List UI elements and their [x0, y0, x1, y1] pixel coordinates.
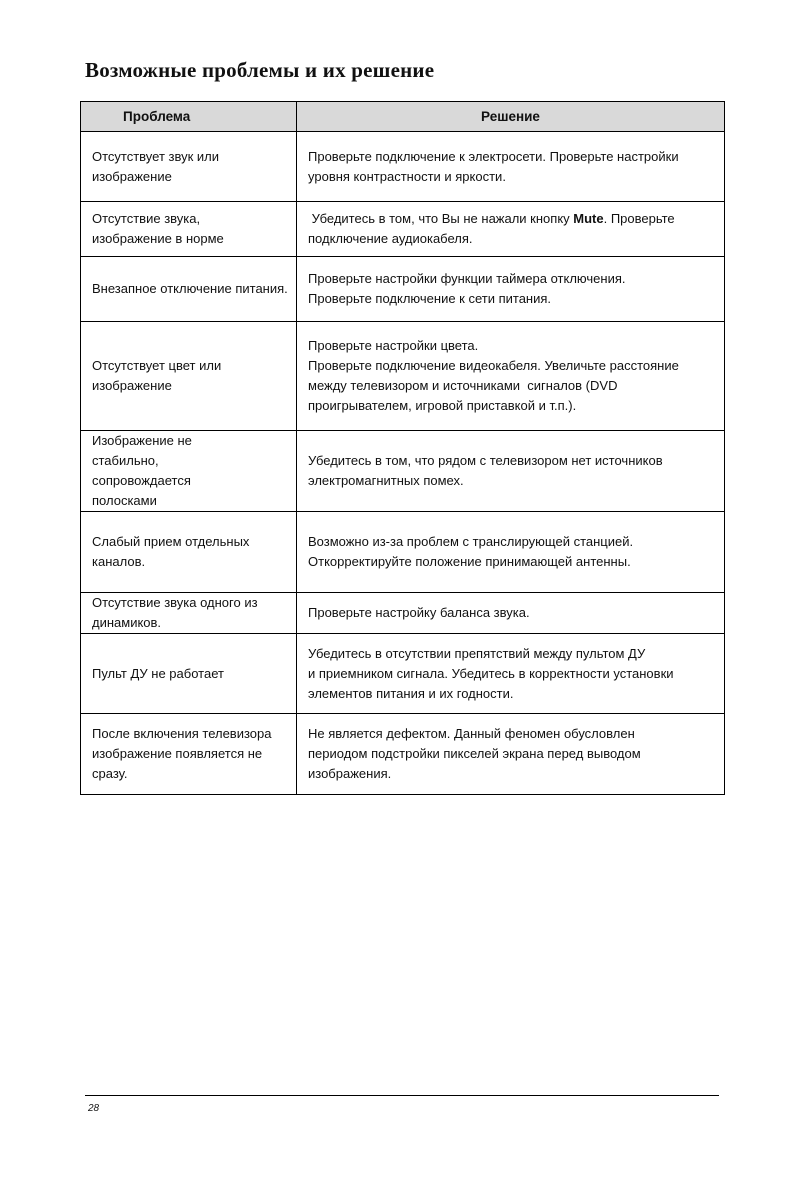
problem-cell — [81, 132, 297, 202]
solution-cell — [297, 593, 725, 634]
problem-line: каналов. — [92, 554, 146, 569]
solution-line: подключение аудиокабеля. — [308, 231, 473, 246]
problem-line: сопровождается — [92, 473, 191, 488]
solution-line: Проверьте настройки функции таймера отключения. — [308, 271, 626, 286]
solution-cell — [297, 322, 725, 431]
solution-line: Убедитесь в том, что рядом с телевизором нет источников — [308, 453, 663, 468]
solution-line: Проверьте подключение видеокабеля. Увеличьте расстояние — [308, 358, 679, 373]
solution-line: между телевизором и источниками сигналов (DVD — [308, 378, 618, 393]
header-problem: Проблема — [81, 102, 297, 132]
solution-cell — [297, 634, 725, 714]
problem-line: сразу. — [92, 766, 128, 781]
table-row — [81, 714, 725, 795]
table-row — [81, 132, 725, 202]
problem-line: Отсутствие звука, — [92, 211, 201, 226]
problem-line: Отсутствие звука одного из — [92, 595, 258, 610]
problem-line: динамиков. — [92, 615, 162, 630]
problem-cell — [81, 257, 297, 322]
solution-line: изображения. — [308, 766, 392, 781]
solution-line: проигрывателем, игровой приставкой и т.п.). — [308, 398, 577, 413]
problem-line: изображение — [92, 168, 172, 184]
solution-line: Проверьте подключение к сети питания. — [308, 291, 552, 306]
table-row — [81, 202, 725, 257]
page-title: Возможные проблемы и их решение — [85, 58, 435, 82]
problem-cell — [81, 593, 297, 634]
problem-line: стабильно, — [92, 453, 159, 468]
solution-cell — [297, 512, 725, 593]
solution-line: Не является дефектом. Данный феномен обусловлен — [308, 726, 635, 741]
problem-line: Отсутствует звук или — [92, 148, 220, 164]
problem-line: Отсутствует цвет или — [92, 358, 222, 373]
table-row — [81, 431, 725, 512]
footer-divider — [85, 1095, 719, 1096]
solution-line: Проверьте подключение к электросети. Проверьте настройки — [308, 148, 679, 164]
solution-text: . Проверьте — [603, 211, 675, 226]
problem-cell — [81, 512, 297, 593]
problem-cell — [81, 634, 297, 714]
solution-line: Откорректируйте положение принимающей антенны. — [308, 554, 631, 569]
solution-cell — [297, 714, 725, 795]
solution-cell — [297, 202, 725, 257]
table-row — [81, 512, 725, 593]
solution-cell — [297, 132, 725, 202]
solution-line: Убедитесь в отсутствии препятствий между пультом ДУ — [308, 645, 646, 661]
table-row — [81, 322, 725, 431]
solution-line: Проверьте настройку баланса звука. — [308, 605, 530, 620]
problem-line: Слабый прием отдельных — [92, 534, 250, 549]
solution-line: и приемником сигнала. Убедитесь в корректности установки — [308, 665, 674, 681]
table-row — [81, 593, 725, 634]
problem-line: изображение в норме — [92, 231, 224, 246]
solution-line: электромагнитных помех. — [308, 473, 464, 488]
solution-line: элементов питания и их годности. — [308, 685, 514, 701]
troubleshooting-table — [80, 101, 725, 795]
problem-cell — [81, 202, 297, 257]
problem-line: изображение — [92, 378, 172, 393]
mute-keyword: Mute — [573, 211, 604, 226]
solution-line: уровня контрастности и яркости. — [308, 168, 506, 184]
solution-text: Убедитесь в том, что Вы не нажали кнопку — [308, 211, 574, 226]
solution-line: Проверьте настройки цвета. — [308, 338, 479, 353]
table-row — [81, 634, 725, 714]
solution-cell — [297, 431, 725, 512]
problem-cell — [81, 322, 297, 431]
problem-line: изображение появляется не — [92, 746, 263, 761]
problem-line: Внезапное отключение питания. — [92, 281, 288, 296]
solution-cell — [297, 257, 725, 322]
solution-line: периодом подстройки пикселей экрана перед выводом — [308, 746, 641, 761]
page-number: 28 — [88, 1103, 100, 1114]
problem-line: После включения телевизора — [92, 726, 272, 741]
table-header-row — [81, 102, 725, 132]
problem-cell — [81, 714, 297, 795]
problem-cell — [81, 431, 297, 512]
solution-line — [308, 209, 716, 229]
header-solution: Решение — [297, 102, 725, 132]
problem-line: Изображение не — [92, 433, 192, 448]
solution-line: Возможно из-за проблем с транслирующей станцией. — [308, 534, 634, 549]
problem-line: полосками — [92, 493, 157, 508]
problem-line: Пульт ДУ не работает — [92, 665, 224, 681]
table-row — [81, 257, 725, 322]
